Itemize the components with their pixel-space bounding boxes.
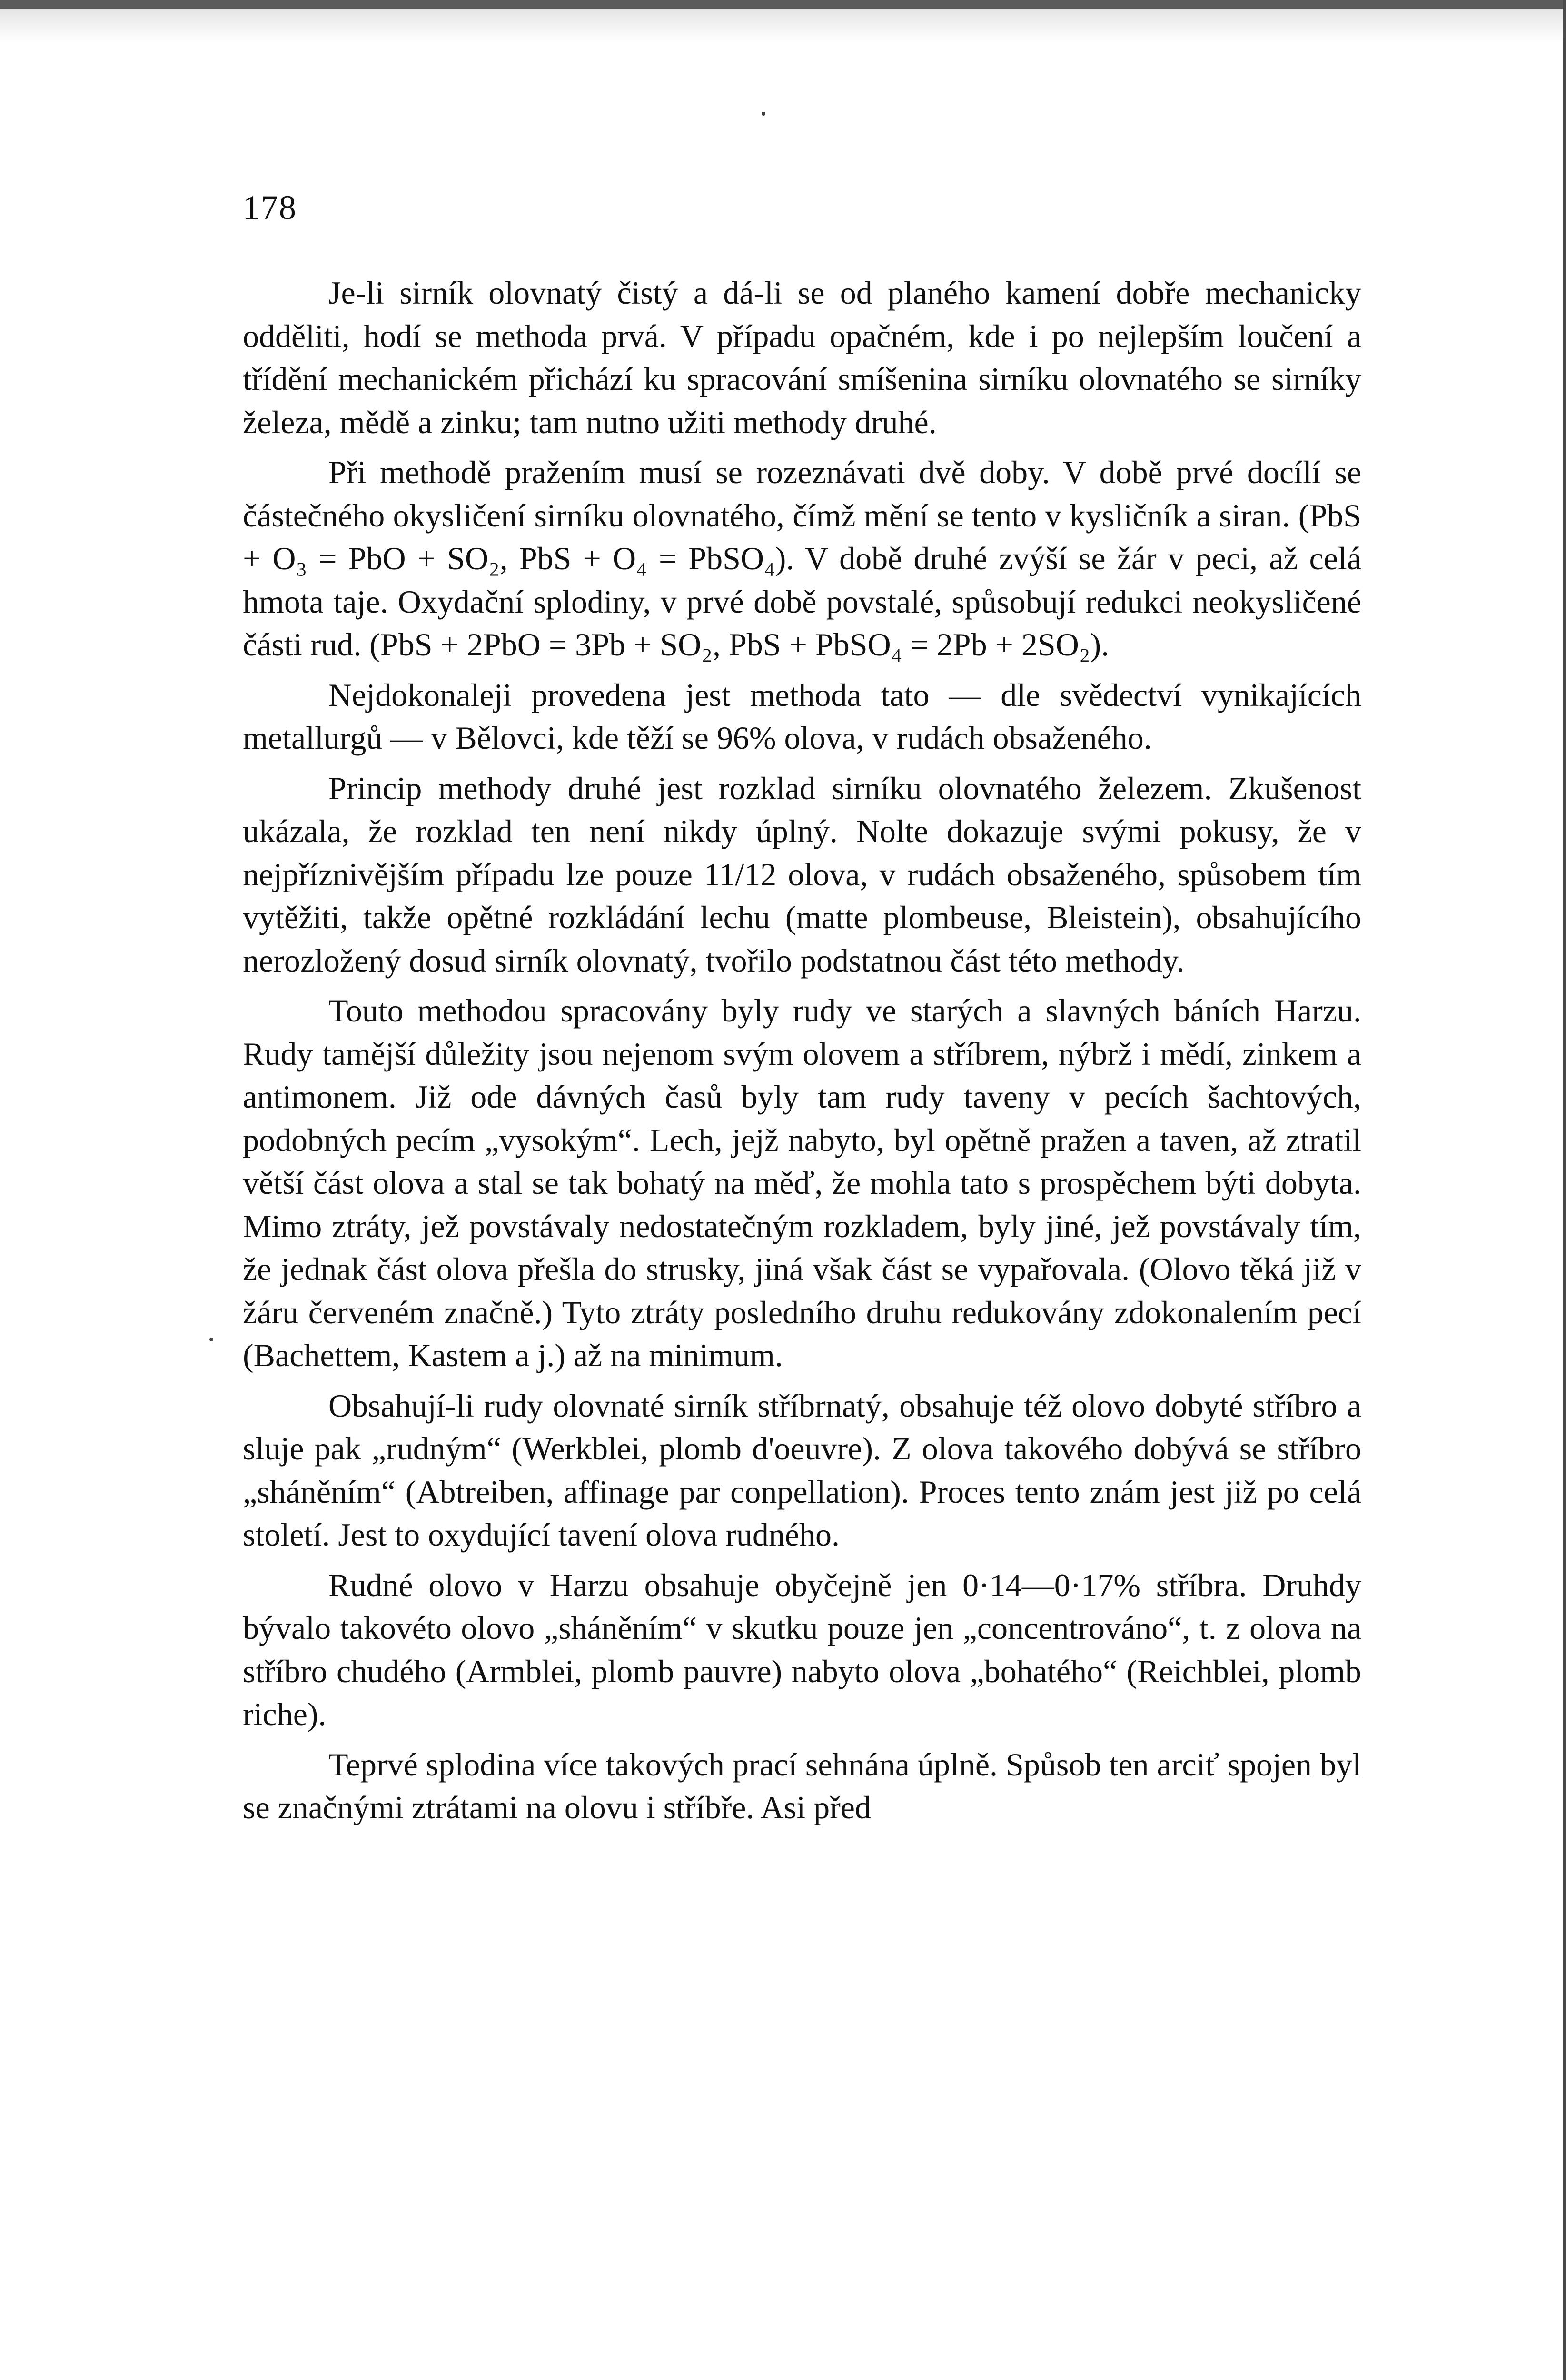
body-text <box>243 271 1361 1836</box>
paragraph: Princip methody druhé jest rozklad sirníku olovnatého železem. Zkušenost ukázala, že rozklad ten není nikdy úplný. Nolte dokazuje svými pokusy, že v nejpříznivějším případu lze pouze 11/12 olova, v rudách obsaženého, spůsobem tím vytěžiti, takže opětné rozkládání lechu (matte plombeuse, Bleistein), obsahujícího nerozložený dosud sirník olovnatý, tvořilo podstatnou část této methody. <box>243 770 1361 979</box>
paragraph: Je-li sirník olovnatý čistý a dá-li se od planého kamení dobře mechanicky odděliti, hodí se methoda prvá. V případu opačném, kde i po nejlepším loučení a třídění mechanickém přichází ku spracování smíšenina sirníku olovnatého se sirníky železa, mědě a zinku; tam nutno užiti methody druhé. <box>243 275 1361 440</box>
paragraph: Obsahují-li rudy olovnaté sirník stříbrnatý, obsahuje též olovo dobyté stříbro a sluje pak „rudným“ (Werkblei, plomb d'oeuvre). Z olova takového dobývá se stříbro „sháněním“ (Abtreiben, affinage par conpellation). Proces tento znám jest již po celá století. Jest to oxydující tavení olova rudného. <box>243 1387 1361 1553</box>
scan-edge-right <box>1563 0 1566 2380</box>
paragraph: Rudné olovo v Harzu obsahuje obyčejně jen 0·14—0·17% stříbra. Druhdy bývalo takovéto olovo „sháněním“ v skutku pouze jen „concentrováno“, t. z olova na stříbro chudého (Armblei, plomb pauvre) nabyto olova „bohatého“ (Reichblei, plomb riche). <box>243 1567 1361 1732</box>
scan-speck <box>762 112 765 116</box>
scan-shade <box>0 9 1566 42</box>
scan-speck <box>209 1338 213 1341</box>
paragraph: Teprvé splodina více takových prací sehnána úplně. Spůsob ten arciť spojen byl se značnými ztrátami na olovu i stříbře. Asi před <box>243 1746 1361 1825</box>
scan-edge-top <box>0 0 1566 9</box>
page-number: 178 <box>243 188 297 227</box>
paragraph: Při methodě pražením musí se rozeznávati dvě doby. V době prvé docílí se částečného okysličení sirníku olovnatého, čímž mění se tento v kysličník a siran. (PbS + O₃ = PbO + SO₂, PbS + O₄ = PbSO₄). V době druhé zvýší se žár v peci, až celá hmota taje. Oxydační splodiny, v prvé době povstalé, spůsobují redukci neokysličené části rud. (PbS + 2PbO = 3Pb + SO₂, PbS + PbSO₄ = 2Pb + 2SO₂). <box>243 454 1361 663</box>
paragraph: Touto methodou spracovány byly rudy ve starých a slavných báních Harzu. Rudy tamější důležity jsou nejenom svým olovem a stříbrem, nýbrž i mědí, zinkem a antimonem. Již ode dávných časů byly tam rudy taveny v pecích šachtových, podobných pecím „vysokým“. Lech, jejž nabyto, byl opětně pražen a taven, až ztratil větší část olova a stal se tak bohatý na měď, že mohla tato s prospěchem býti dobyta. Mimo ztráty, jež povstávaly nedostatečným rozkladem, byly jiné, jež povstávaly tím, že jednak část olova přešla do strusky, jiná však část se vypařovala. (Olovo těká již v žáru červeném značně.) Tyto ztráty posledního druhu redukovány zdokonalením pecí (Bachettem, Kastem a j.) až na minimum. <box>243 992 1361 1373</box>
paragraph: Nejdokonaleji provedena jest methoda tato — dle svědectví vynikajících metallurgů — v Bělovci, kde těží se 96% olova, v rudách obsaženého. <box>243 676 1361 756</box>
